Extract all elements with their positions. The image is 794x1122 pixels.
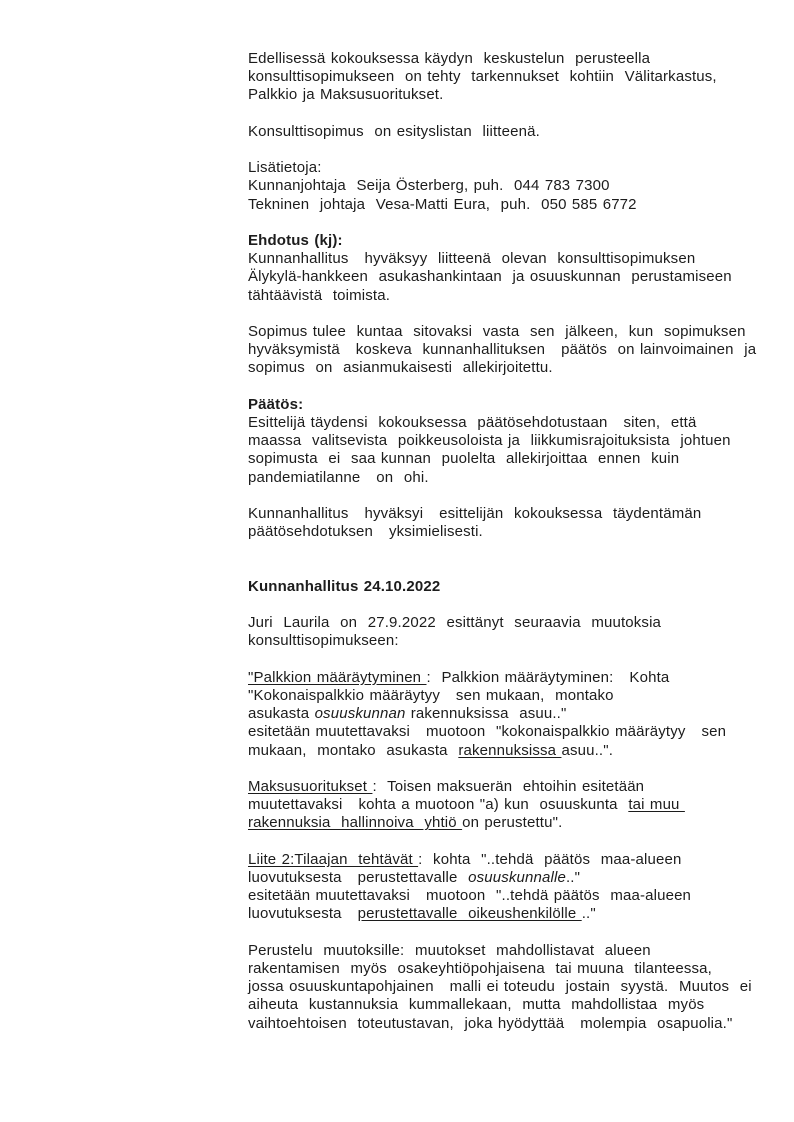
text-line	[248, 159, 768, 177]
text-run: Kunnanhallitus hyväksyi esittelijän kokouksessa täydentämän	[248, 504, 702, 522]
contact-info	[248, 159, 768, 214]
binding-clause	[248, 323, 768, 378]
text-run: vaihtoehtoisen toteutustavan, joka hyödyttää molempia osapuolia."	[248, 1014, 733, 1032]
heading-text: Päätös:	[248, 395, 304, 413]
text-run: : kohta "..tehdä päätös maa-alueen	[418, 850, 682, 868]
fee-change-paragraph	[248, 669, 768, 760]
text-line	[248, 523, 768, 541]
text-line	[248, 268, 768, 286]
text-line	[248, 250, 768, 268]
text-run: Juri Laurila on 27.9.2022 esittänyt seuraavia muutoksia	[248, 614, 662, 632]
justification-paragraph	[248, 942, 768, 1033]
formatted-text-run: "Palkkion määräytyminen	[248, 668, 427, 686]
text-line	[248, 778, 768, 796]
text-line	[248, 796, 768, 814]
text-run: luovutuksesta	[248, 905, 358, 923]
proposal-section	[248, 232, 768, 305]
text-line	[248, 86, 768, 104]
formatted-text-run: Liite 2:Tilaajan tehtävät	[248, 850, 419, 868]
text-line	[248, 232, 768, 250]
text-run: mukaan, montako asukasta	[248, 741, 459, 759]
text-line	[248, 887, 768, 905]
text-line	[248, 978, 768, 996]
text-run: Sopimus tulee kuntaa sitovaksi vasta sen jälkeen, kun sopimuksen	[248, 322, 746, 340]
formatted-text-run: tai muu	[628, 796, 685, 814]
text-line	[248, 578, 768, 596]
text-run: on perustettu".	[462, 814, 563, 832]
text-line	[248, 942, 768, 960]
formatted-text-run: rakennuksissa	[458, 741, 562, 759]
decision-section	[248, 396, 768, 487]
text-line	[248, 469, 768, 487]
text-run: Konsulttisopimus on esityslistan liitteenä.	[248, 122, 540, 140]
text-run: asukasta	[248, 705, 315, 723]
text-line	[248, 687, 768, 705]
text-line	[248, 614, 768, 632]
intro-paragraph	[248, 50, 768, 105]
text-run: Esittelijä täydensi kokouksessa päätösehdotustaan siten, että	[248, 413, 697, 431]
text-line	[248, 50, 768, 68]
text-line	[248, 851, 768, 869]
text-run: Palkkio ja Maksusuoritukset.	[248, 86, 444, 104]
text-line	[248, 814, 768, 832]
text-line	[248, 669, 768, 687]
board-heading	[248, 578, 768, 596]
text-line	[248, 414, 768, 432]
change-intro	[248, 614, 768, 650]
text-run: "Kokonaispalkkio määräytyy sen mukaan, montako	[248, 686, 614, 704]
text-run: Edellisessä kokouksessa käydyn keskustelun perusteella	[248, 50, 651, 67]
text-line	[248, 996, 768, 1014]
text-run: .."	[581, 905, 596, 923]
text-line	[248, 396, 768, 414]
text-run: luovutuksesta perustettavalle	[248, 868, 469, 886]
attachment-note	[248, 123, 768, 141]
text-run: asuu..".	[561, 741, 614, 759]
text-run: jossa osuuskuntapohjainen malli ei toteudu jostain syystä. Muutos ei	[248, 978, 752, 996]
appendix-change-paragraph	[248, 851, 768, 924]
text-line	[248, 723, 768, 741]
text-run: esitetään muutettavaksi muotoon "kokonaispalkkio määräytyy sen	[248, 723, 727, 741]
text-line	[248, 68, 768, 86]
text-line	[248, 323, 768, 341]
text-run: konsulttisopimukseen on tehty tarkennukset kohtiin Välitarkastus,	[248, 68, 717, 86]
formatted-text-run: osuuskunnalle	[468, 868, 566, 886]
text-run: hyväksymistä koskeva kunnanhallituksen päätös on lainvoimainen ja	[248, 341, 757, 359]
text-line	[248, 632, 768, 650]
heading-text: Kunnanhallitus 24.10.2022	[248, 577, 441, 595]
formatted-text-run: osuuskunnan	[314, 705, 406, 723]
text-run: tähtäävistä toimista.	[248, 286, 391, 304]
text-line	[248, 1015, 768, 1033]
text-run: sopimusta ei saa kunnan puolelta allekirjoittaa ennen kuin	[248, 450, 680, 468]
text-line	[248, 177, 768, 195]
text-run: rakentamisen myös osakeyhtiöpohjaisena tai muuna tilanteessa,	[248, 959, 712, 977]
text-run: Lisätietoja:	[248, 159, 322, 177]
text-run: esitetään muutettavaksi muotoon "..tehdä päätös maa-alueen	[248, 887, 692, 905]
heading-text: Ehdotus (kj):	[248, 231, 343, 249]
text-run: aiheuta kustannuksia kummallekaan, mutta mahdollistaa myös	[248, 996, 705, 1014]
text-run: : Toisen maksuerän ehtoihin esitetään	[372, 777, 645, 795]
text-run: .."	[565, 868, 581, 886]
formatted-text-run: perustettavalle oikeushenkilölle	[357, 905, 582, 923]
text-run: Kunnanhallitus hyväksyy liitteenä olevan konsulttisopimuksen	[248, 250, 696, 268]
text-run: sopimus on asianmukaisesti allekirjoitettu.	[248, 359, 553, 377]
text-run: konsulttisopimukseen:	[248, 632, 399, 650]
text-run: Perustelu muutoksille: muutokset mahdollistavat alueen	[248, 941, 651, 959]
text-run: päätösehdotuksen yksimielisesti.	[248, 523, 483, 541]
text-run: : Palkkion määräytyminen: Kohta	[426, 668, 670, 686]
text-run: Tekninen johtaja Vesa-Matti Eura, puh. 050 585 6772	[248, 195, 637, 213]
formatted-text-run: rakennuksia hallinnoiva yhtiö	[248, 814, 463, 832]
text-line	[248, 450, 768, 468]
formatted-text-run: Maksusuoritukset	[248, 777, 373, 795]
text-line	[248, 705, 768, 723]
text-line	[248, 341, 768, 359]
text-line	[248, 287, 768, 305]
approval-note	[248, 505, 768, 541]
text-run: maassa valitsevista poikkeusoloista ja liikkumisrajoituksista johtuen	[248, 432, 731, 450]
text-line	[248, 869, 768, 887]
text-run: Kunnanjohtaja Seija Österberg, puh. 044 783 7300	[248, 177, 610, 195]
document-content	[248, 50, 768, 1033]
text-run: pandemiatilanne on ohi.	[248, 468, 429, 486]
text-run: Älykylä-hankkeen asukashankintaan ja osuuskunnan perustamiseen	[248, 268, 732, 286]
text-line	[248, 742, 768, 760]
text-line	[248, 196, 768, 214]
text-line	[248, 960, 768, 978]
text-line	[248, 432, 768, 450]
text-line	[248, 359, 768, 377]
text-run: muutettavaksi kohta a muotoon "a) kun osuuskunta	[248, 796, 629, 814]
text-run: rakennuksissa asuu.."	[405, 705, 567, 723]
text-line	[248, 505, 768, 523]
text-line	[248, 123, 768, 141]
payment-change-paragraph	[248, 778, 768, 833]
text-line	[248, 905, 768, 923]
